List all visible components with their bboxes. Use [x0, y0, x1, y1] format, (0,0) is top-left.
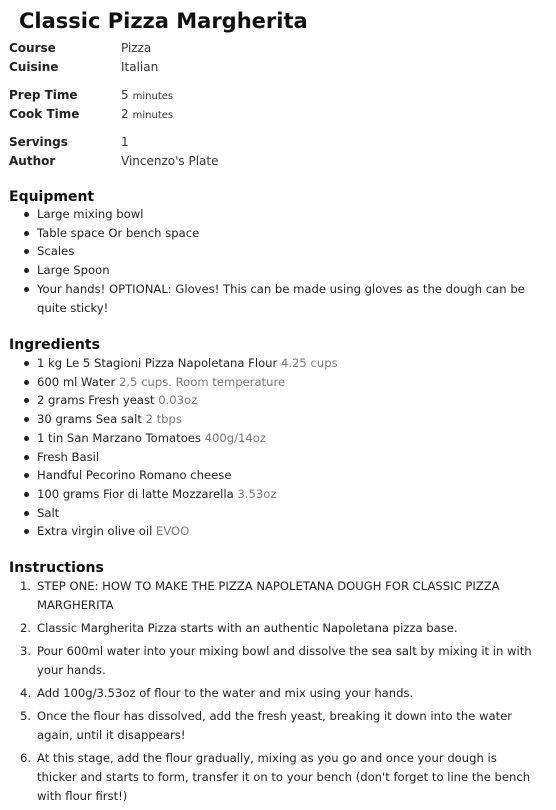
meta-prep-time	[9, 86, 409, 105]
ingredient-text: Salt	[37, 505, 60, 520]
meta-cuisine	[9, 58, 409, 77]
step-number: 1.	[20, 579, 32, 593]
instructions-heading: Instructions	[9, 560, 104, 576]
step-text: Add 100g/3.53oz of flour to the water and mix using your hands.	[37, 686, 414, 700]
cook-time-unit: minutes	[132, 110, 174, 121]
ingredient-text: Extra virgin olive oil	[37, 524, 153, 539]
step-text: Classic Margherita Pizza starts with an authentic Napoletana pizza base.	[37, 621, 458, 635]
step-number: 6.	[20, 751, 32, 765]
ingredient-note: 3.53oz	[237, 486, 277, 501]
ingredient-text: 600 ml Water	[37, 374, 116, 389]
prep-time-unit: minutes	[132, 91, 174, 102]
meta-cook-time	[9, 105, 409, 124]
list-item: Table space Or bench space	[23, 224, 538, 243]
instruction-step	[20, 619, 540, 638]
meta-course	[9, 39, 409, 58]
meta-value: Pizza	[121, 41, 152, 55]
list-item	[23, 429, 538, 448]
meta-label: Cuisine	[9, 60, 59, 74]
prep-time-value: 5	[121, 88, 129, 102]
instructions-list	[20, 577, 540, 810]
recipe-title: Classic Pizza Margherita	[19, 9, 308, 33]
meta-value	[121, 86, 173, 106]
cook-time-value: 2	[121, 107, 129, 121]
step-text: STEP ONE: HOW TO MAKE THE PIZZA NAPOLETANA DOUGH FOR CLASSIC PIZZA MARGHERITA	[37, 579, 500, 612]
ingredient-text: 2 grams Fresh yeast	[37, 393, 155, 408]
recipe-meta	[9, 39, 409, 171]
meta-label: Servings	[9, 135, 68, 149]
instruction-step	[20, 642, 540, 680]
meta-label: Cook Time	[9, 107, 80, 121]
list-item	[23, 448, 538, 467]
instruction-step	[20, 577, 540, 615]
step-number: 3.	[20, 644, 32, 658]
ingredient-note: 4.25 cups	[280, 356, 338, 370]
list-item: Large Spoon	[23, 261, 538, 280]
step-number: 5.	[20, 709, 32, 723]
list-item	[23, 410, 538, 429]
ingredient-text: 30 grams Sea salt	[37, 412, 142, 427]
equipment-list	[23, 205, 538, 317]
list-item: Your hands! OPTIONAL: Gloves! This can be made using gloves as the dough can be quite sticky!	[23, 280, 538, 317]
meta-label: Course	[9, 41, 56, 55]
ingredients-heading: Ingredients	[9, 337, 100, 353]
ingredient-note: 2 tbps	[145, 412, 182, 427]
ingredient-text: 1 tin San Marzano Tomatoes	[37, 430, 201, 445]
step-text: Once the flour has dissolved, add the fresh yeast, breaking it down into the water again, until it disappears!	[37, 709, 513, 742]
ingredient-text: Handful Pecorino Romano cheese	[37, 468, 232, 483]
step-text: Pour 600ml water into your mixing bowl and dissolve the sea salt by mixing it in with your hands.	[37, 644, 532, 677]
ingredient-note: EVOO	[156, 524, 190, 539]
step-number: 4.	[20, 686, 32, 700]
list-item	[23, 485, 538, 504]
meta-value	[121, 105, 173, 125]
list-item	[23, 373, 538, 392]
list-item: Large mixing bowl	[23, 205, 538, 224]
meta-value: Vincenzo's Plate	[121, 154, 219, 168]
meta-label: Prep Time	[9, 88, 78, 102]
step-number: 2.	[20, 621, 32, 635]
meta-servings	[9, 133, 409, 152]
ingredient-note: 0.03oz	[158, 393, 198, 408]
meta-label: Author	[9, 154, 56, 168]
list-item	[23, 466, 538, 485]
list-item	[23, 522, 538, 541]
list-item: Scales	[23, 242, 538, 261]
step-text: At this stage, add the flour gradually, mixing as you go and once your dough is thicker and starts to form, transfer it on to your bench (don't forget to line the bench with flour first!)	[37, 751, 531, 803]
ingredient-text: Fresh Basil	[37, 449, 100, 464]
ingredient-text: 100 grams Fior di latte Mozzarella	[37, 486, 234, 501]
list-item	[23, 391, 538, 410]
equipment-heading: Equipment	[9, 189, 95, 205]
instruction-step	[20, 707, 540, 745]
meta-value: Italian	[121, 60, 159, 74]
ingredient-note: 400g/14oz	[204, 430, 266, 445]
list-item	[23, 354, 538, 373]
meta-author	[9, 152, 409, 171]
ingredient-note: 2.5 cups. Room temperature	[118, 374, 286, 389]
ingredients-list	[23, 354, 538, 541]
meta-value: 1	[121, 135, 129, 149]
instruction-step	[20, 749, 540, 806]
instruction-step	[20, 684, 540, 703]
list-item	[23, 504, 538, 523]
ingredient-text: 1 kg Le 5 Stagioni Pizza Napoletana Flour	[37, 356, 278, 370]
